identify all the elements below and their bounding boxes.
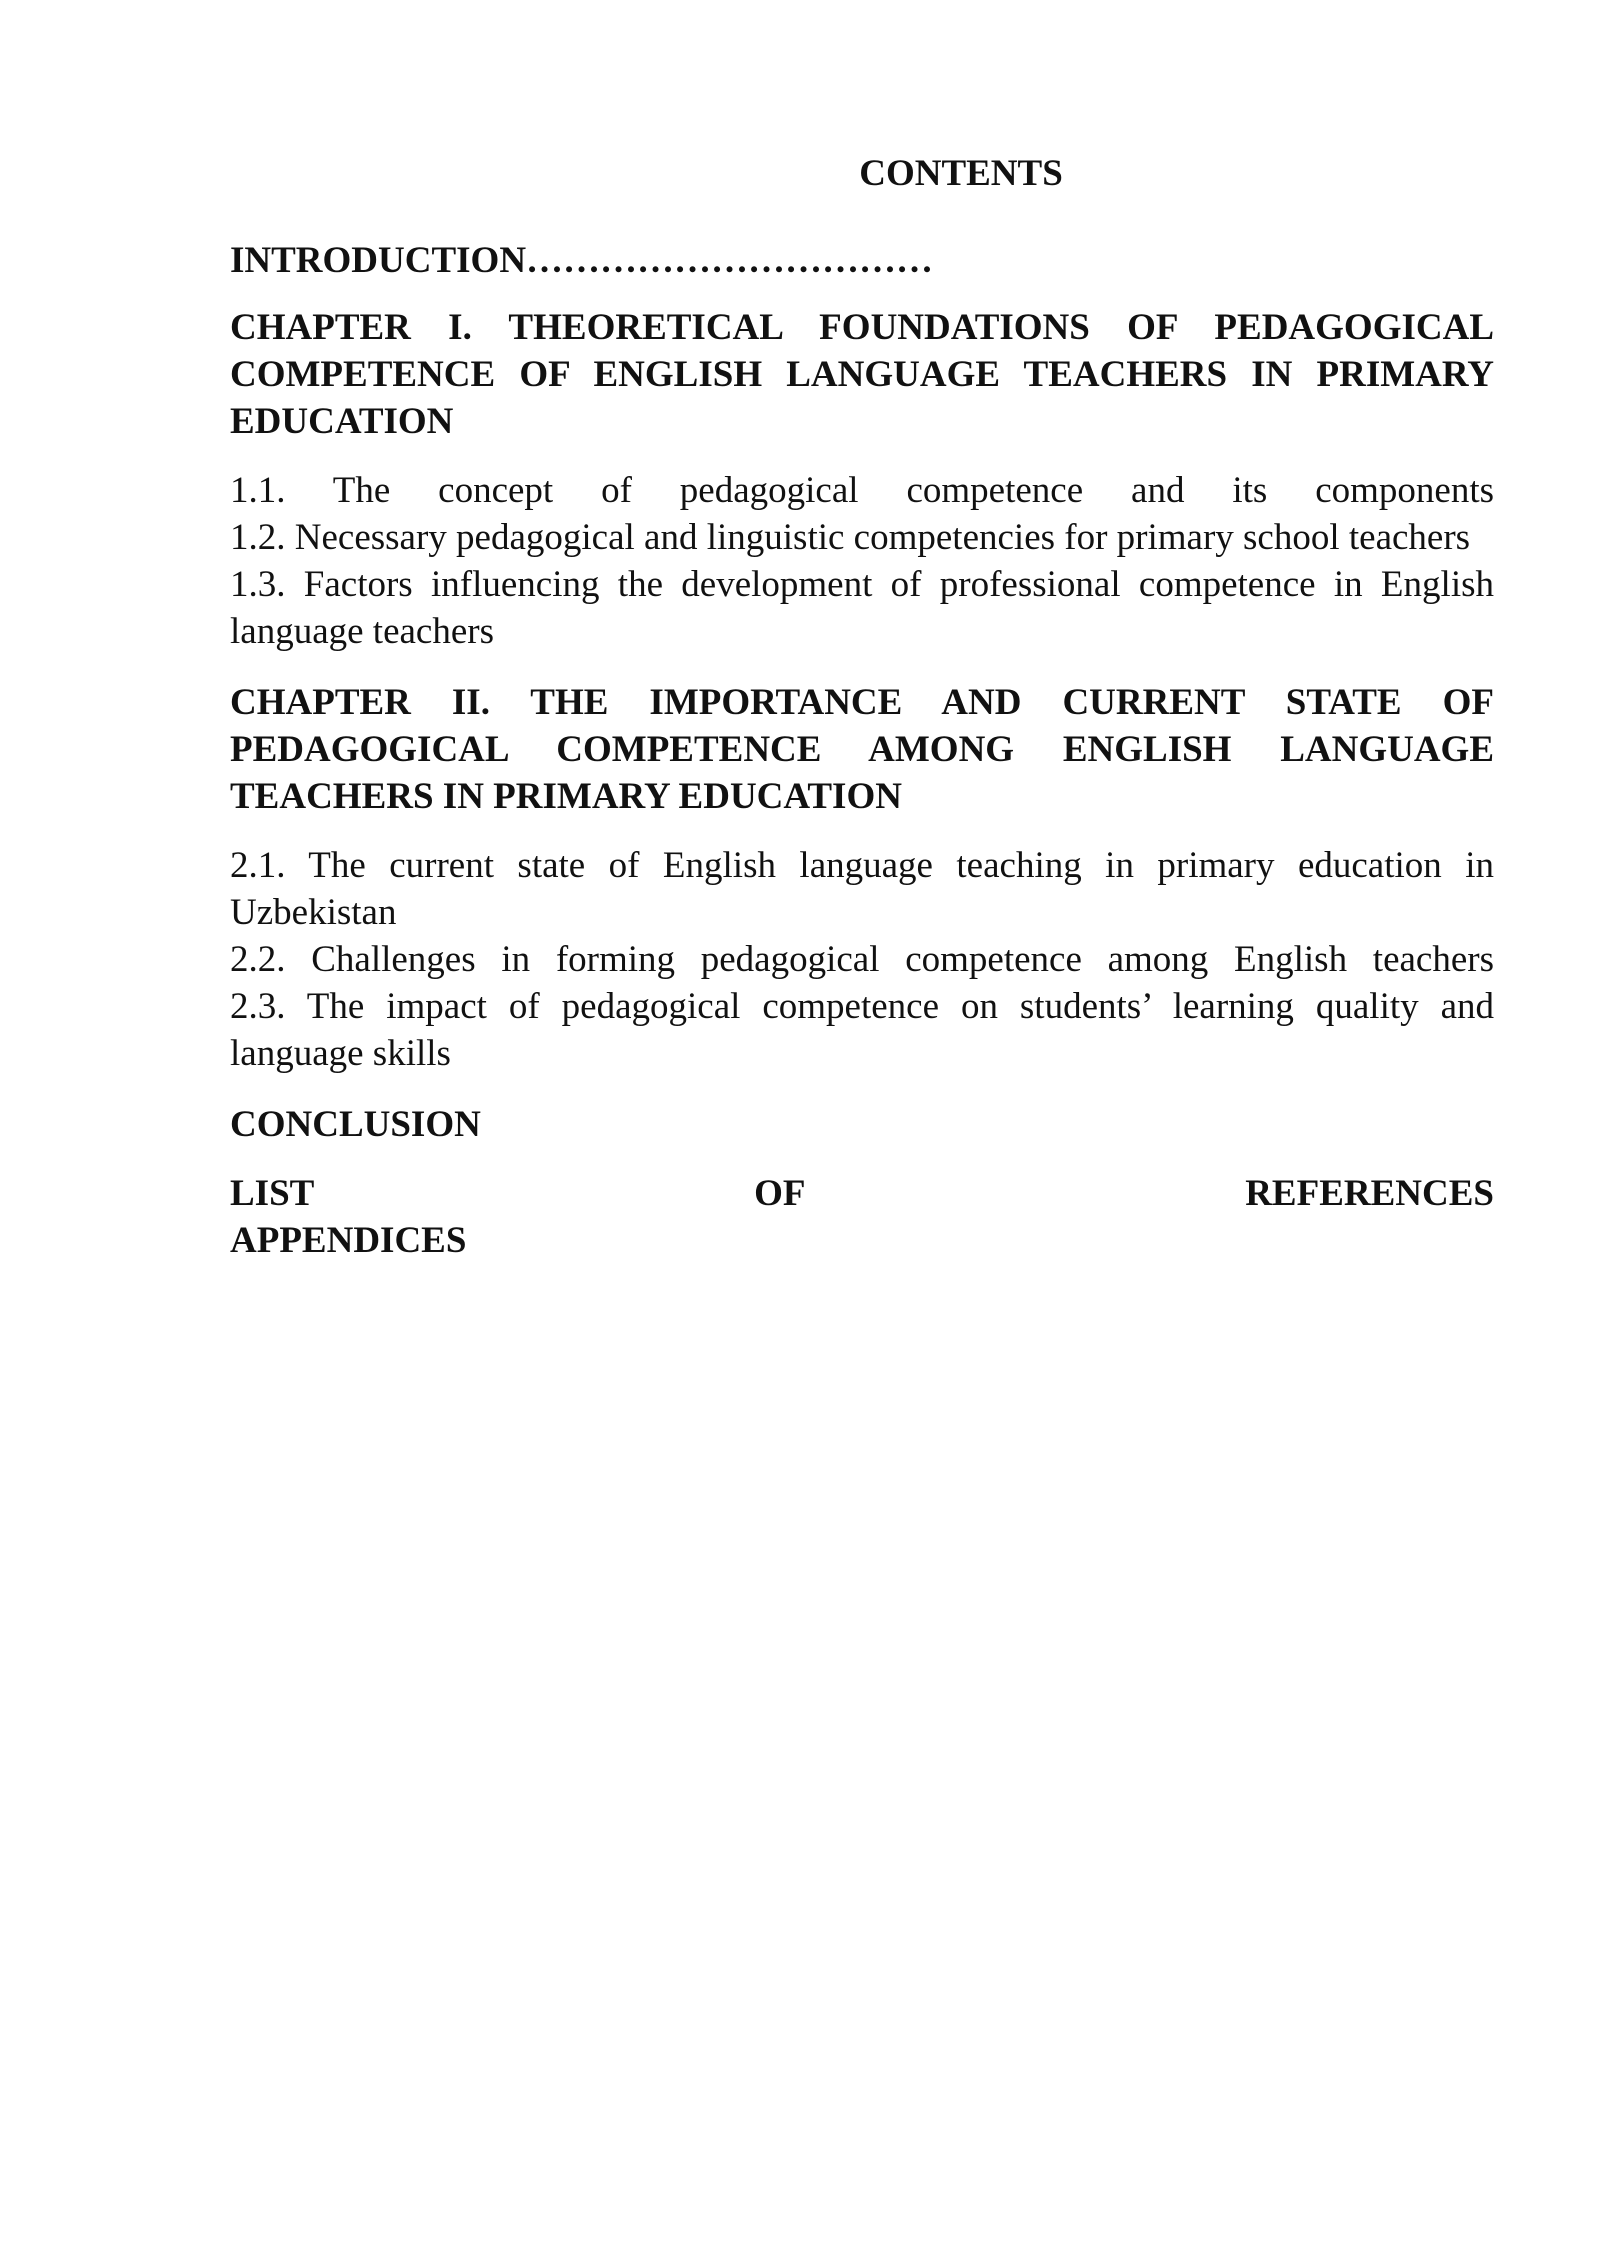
section-2-3: 2.3. The impact of pedagogical competence on students’ learning quality and language skills — [230, 986, 1494, 1074]
list-of-references-entry — [230, 1170, 1494, 1217]
appendices-entry: APPENDICES — [230, 1220, 467, 1261]
section-1-2: 1.2. Necessary pedagogical and linguistic competencies for primary school teachers — [230, 517, 1471, 558]
chapter-2-heading: CHAPTER II. THE IMPORTANCE AND CURRENT STATE OF PEDAGOGICAL COMPETENCE AMONG ENGLISH LANGUAGE TEACHERS IN PRIMARY EDUCATION — [230, 682, 1494, 817]
references-word-references: REFERENCES — [1245, 1173, 1494, 1214]
section-2-1: 2.1. The current state of English language teaching in primary education in Uzbekistan — [230, 845, 1494, 933]
chapter-1-sections — [230, 467, 1494, 655]
references-word-list: LIST — [230, 1173, 315, 1214]
contents-title: CONTENTS — [859, 153, 1063, 194]
conclusion-entry: CONCLUSION — [230, 1104, 481, 1145]
section-1-1: 1.1. The concept of pedagogical competence and its components — [230, 470, 1494, 511]
section-2-2: 2.2. Challenges in forming pedagogical competence among English teachers — [230, 939, 1494, 980]
chapter-2-sections — [230, 842, 1494, 1077]
table-of-contents — [230, 150, 1494, 1264]
section-1-3: 1.3. Factors influencing the development of professional competence in English language teachers — [230, 564, 1494, 652]
introduction-entry: INTRODUCTION…………………………… — [230, 240, 934, 281]
chapter-1-heading: CHAPTER I. THEORETICAL FOUNDATIONS OF PEDAGOGICAL COMPETENCE OF ENGLISH LANGUAGE TEACHERS IN PRIMARY EDUCATION — [230, 307, 1494, 442]
references-word-of: OF — [754, 1173, 806, 1214]
